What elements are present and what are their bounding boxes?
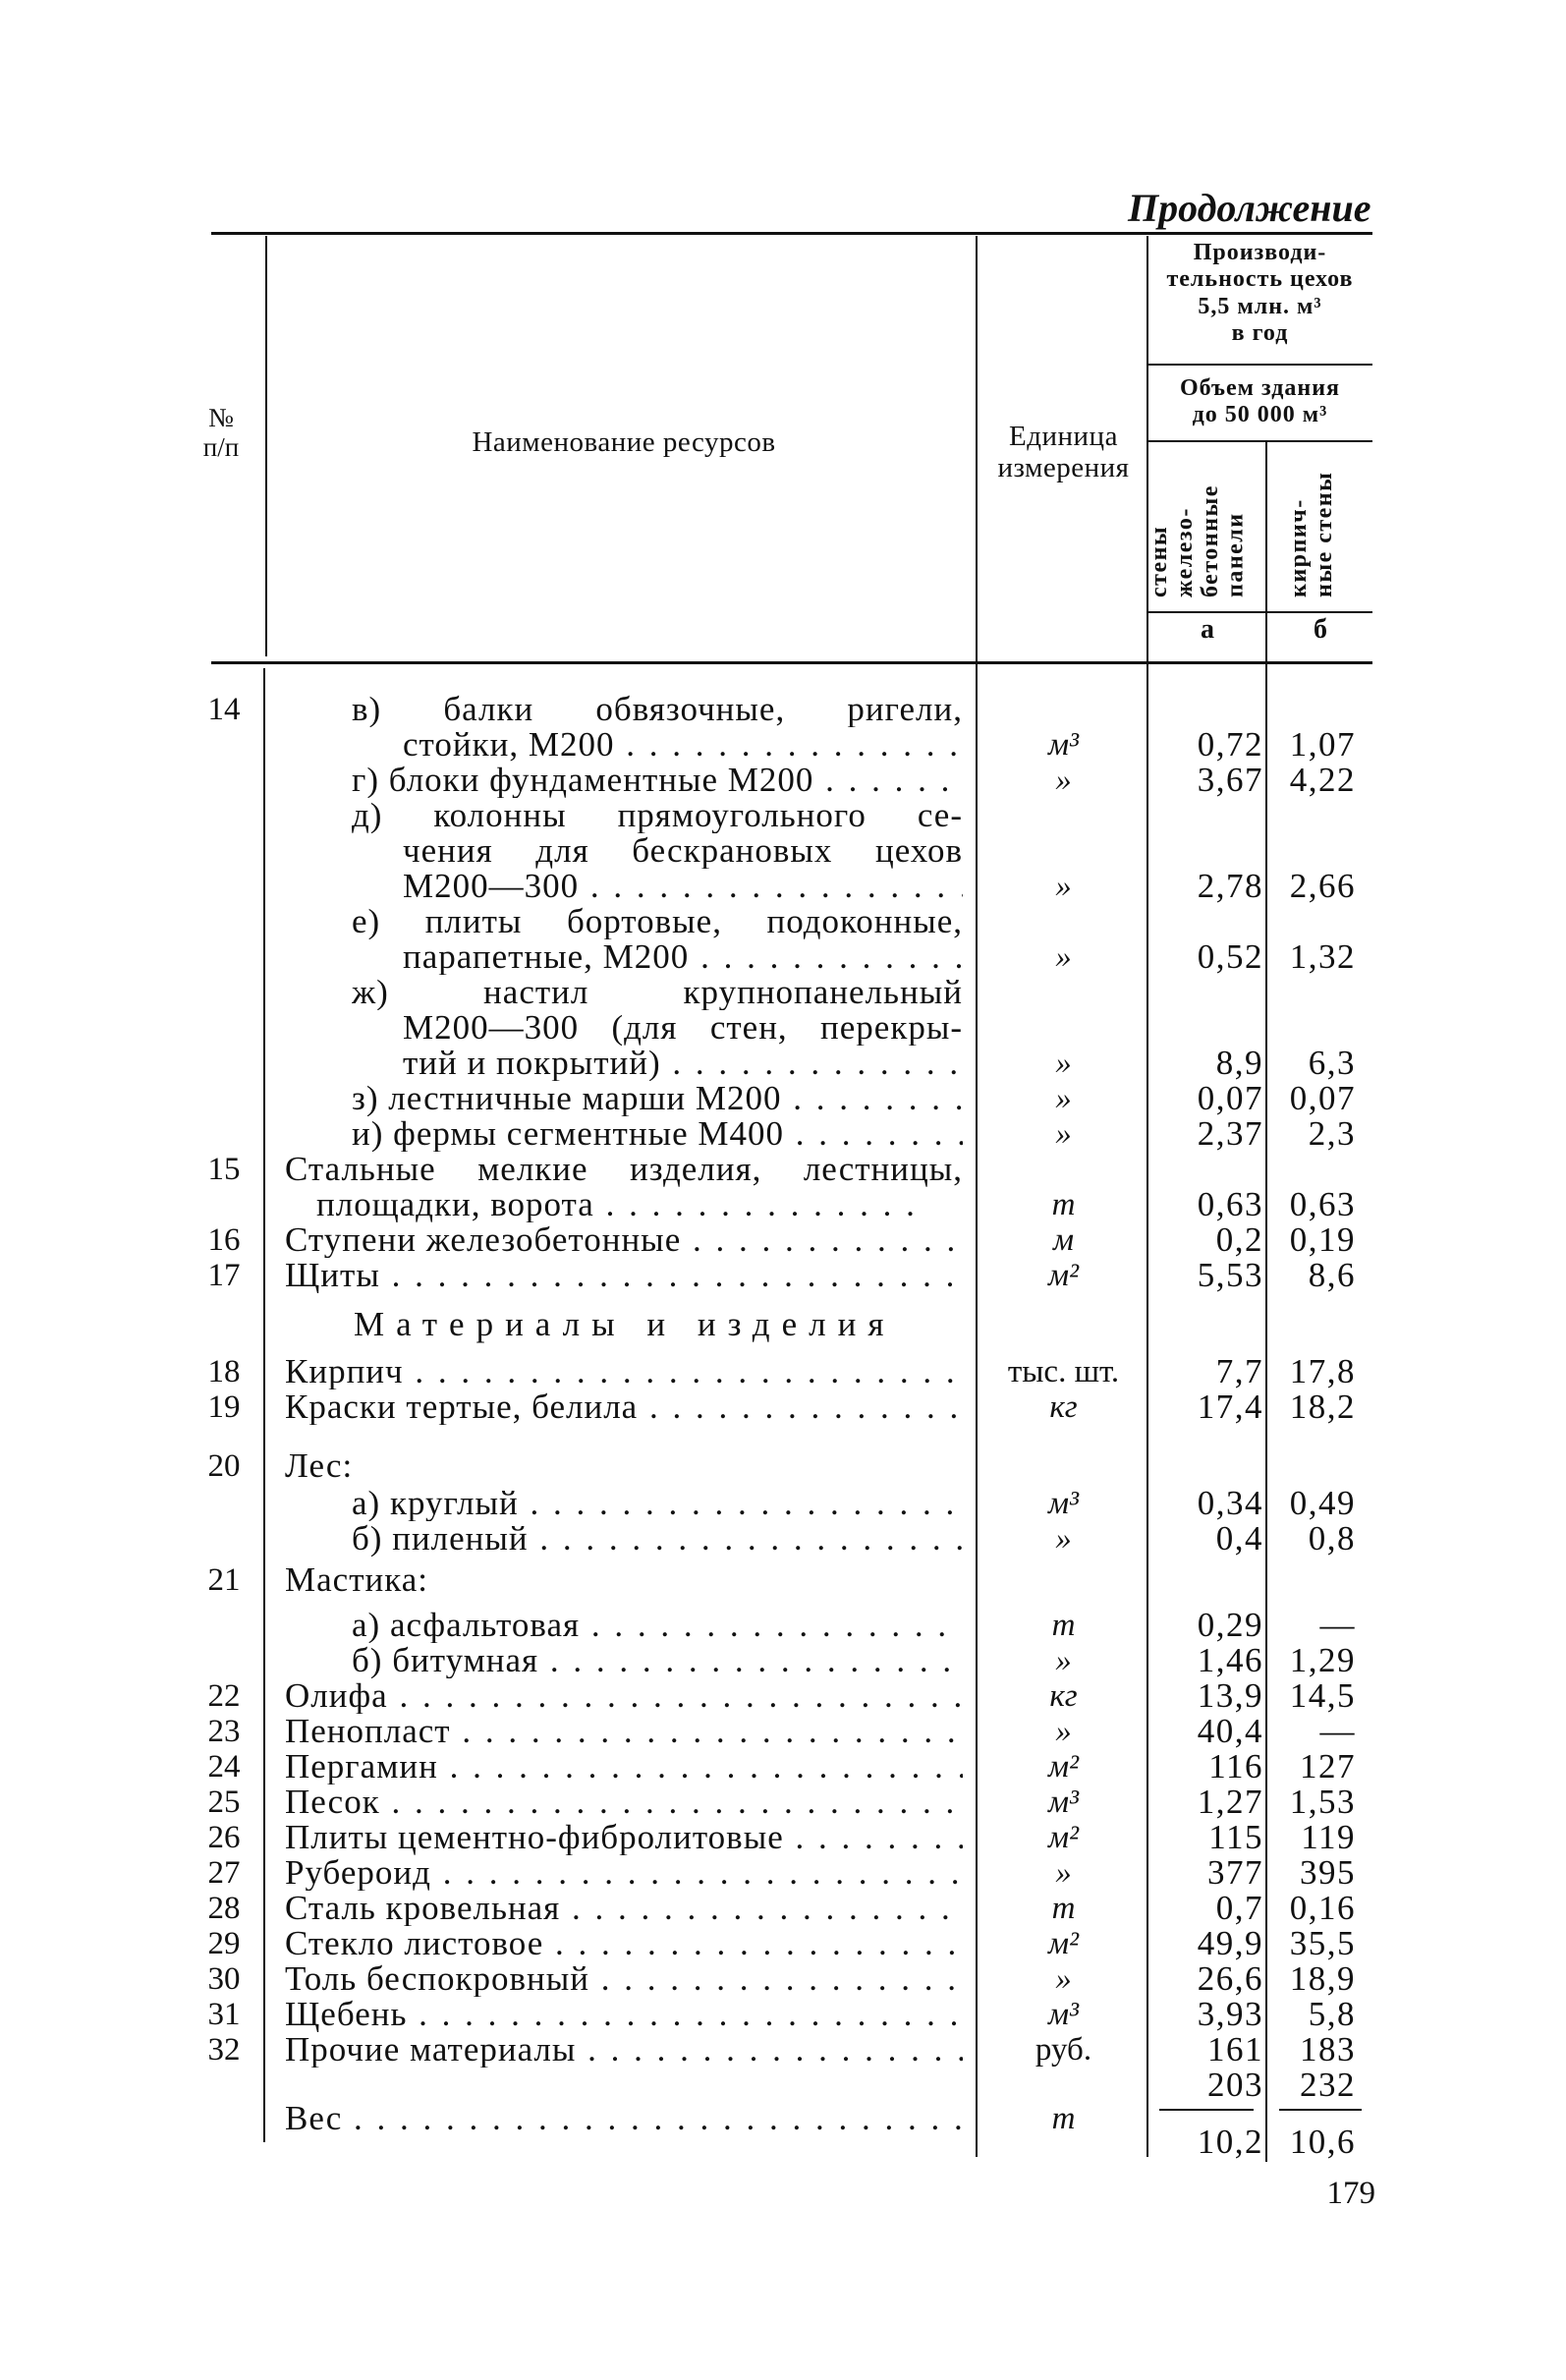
header-building-volume: Объем здания до 50 000 м³ (1179, 375, 1341, 428)
row-number: 29 (207, 1926, 241, 1961)
row-number: 21 (207, 1562, 241, 1598)
row-name: Вес . . . (285, 2101, 963, 2136)
row-number: 22 (207, 1678, 241, 1714)
row-unit: т (1051, 1891, 1076, 1926)
row-value-a: 115 (1208, 1818, 1263, 1856)
row-value-a: 0,52 (1197, 937, 1263, 976)
row-unit: » (1055, 1643, 1072, 1678)
row-value-b: — (1319, 1606, 1356, 1644)
row-value-b: 1,07 (1289, 725, 1356, 764)
productivity-rule (1147, 364, 1372, 366)
row-name: Прочие материалы . . . (285, 2032, 963, 2068)
row-value-b: 35,5 (1289, 1924, 1356, 1962)
row-value-b: 4,22 (1289, 761, 1356, 799)
row-value-b: 18,9 (1289, 1959, 1356, 1998)
table-row (0, 763, 1566, 798)
row-name: а) асфальтовая . . . (352, 1608, 963, 1643)
row-value-b: 395 (1300, 1853, 1356, 1892)
table-row (0, 1187, 1566, 1222)
section-heading: Материалы и изделия (354, 1305, 896, 1343)
table-row (0, 1749, 1566, 1785)
row-value-a: 0,29 (1197, 1606, 1263, 1644)
row-name: М200—300 (для стен, перекры- (403, 1010, 963, 1046)
row-name: Сталь кровельная . . . (285, 1891, 963, 1926)
row-name: Пергамин . . . (285, 1749, 963, 1785)
row-value-a: 2,37 (1197, 1114, 1263, 1153)
row-value-b: 2,3 (1308, 1114, 1356, 1153)
row-value-b: 1,32 (1289, 937, 1356, 976)
row-name: чения для бескрановых цехов (403, 833, 963, 869)
row-unit: » (1055, 1521, 1072, 1557)
page-number: 179 (1326, 2176, 1375, 2211)
row-value-b: 2,66 (1289, 867, 1356, 905)
header-col-a-title: стены железо- бетонные панели (1147, 484, 1249, 597)
row-name: Пенопласт . . . (285, 1714, 963, 1749)
row-value-b: 8,6 (1308, 1256, 1356, 1294)
row-unit: т (1051, 1187, 1076, 1222)
table-row (0, 1521, 1566, 1557)
row-unit: кг (1049, 1389, 1078, 1425)
row-value-a: 7,7 (1215, 1352, 1263, 1390)
row-number: 32 (207, 2032, 241, 2068)
row-name: з) лестничные марши М200 . . . (352, 1081, 963, 1116)
row-unit: » (1055, 1081, 1072, 1116)
row-name: Ступени железобетонные . . . (285, 1222, 963, 1258)
row-name: Лес: (285, 1448, 354, 1484)
row-value-a: 0,4 (1215, 1519, 1263, 1558)
row-unit: м³ (1048, 1997, 1079, 2032)
row-name: Стекло листовое . . . (285, 1926, 963, 1961)
row-unit: » (1055, 1714, 1072, 1749)
row-name: Щебень . . . (285, 1997, 963, 2032)
row-name: а) круглый . . . (352, 1486, 963, 1521)
row-number: 31 (207, 1997, 241, 2032)
row-number: 25 (207, 1785, 241, 1820)
row-unit: м² (1048, 1820, 1079, 1855)
table-row (0, 1258, 1566, 1293)
table-row (0, 1354, 1566, 1389)
row-value-b: 119 (1301, 1818, 1356, 1856)
row-value-a: 1,46 (1197, 1641, 1263, 1679)
row-value-b: 183 (1300, 2030, 1356, 2068)
table-row (0, 1010, 1566, 1046)
letters-rule (1147, 611, 1372, 613)
row-value-b: 14,5 (1289, 1676, 1356, 1715)
table-row (0, 1926, 1566, 1961)
row-name: б) битумная . . . (352, 1643, 963, 1678)
row-number: 16 (207, 1222, 241, 1258)
row-value-a: 0,63 (1197, 1185, 1263, 1223)
volume-rule (1147, 440, 1372, 442)
table-row (0, 1608, 1566, 1643)
row-name: б) пиленый . . . (352, 1521, 963, 1557)
table-row (0, 1562, 1566, 1598)
row-value-a: 8,9 (1215, 1044, 1263, 1082)
row-value-a: 17,4 (1197, 1388, 1263, 1426)
row-unit: м³ (1048, 727, 1079, 763)
row-name: Олифа . . . (285, 1678, 963, 1714)
row-value-a: 26,6 (1197, 1959, 1263, 1998)
row-value-a: 161 (1207, 2030, 1263, 2068)
row-unit: тыс. шт. (1007, 1354, 1120, 1389)
row-value-b: 18,2 (1289, 1388, 1356, 1426)
row-number: 20 (207, 1448, 241, 1484)
row-name: ж) настил крупнопанельный (352, 975, 963, 1010)
row-value-b: 1,29 (1289, 1641, 1356, 1679)
table-top-rule (211, 232, 1372, 235)
section-heading-row (0, 1307, 1566, 1342)
row-name: д) колонны прямоугольного се- (352, 798, 963, 833)
row-unit: м² (1048, 1258, 1079, 1293)
row-name: Песок . . . (285, 1785, 963, 1820)
header-name: Наименование ресурсов (472, 426, 776, 458)
row-unit: м² (1048, 1926, 1079, 1961)
row-value-b: 0,8 (1308, 1519, 1356, 1558)
row-number: 23 (207, 1714, 241, 1749)
row-unit: руб. (1035, 2032, 1092, 2068)
row-value-b: 0,19 (1289, 1220, 1356, 1259)
row-value-a: 5,53 (1197, 1256, 1263, 1294)
table-row (0, 2125, 1566, 2160)
row-unit: м³ (1048, 1486, 1079, 1521)
header-col-b-title: кирпич- ные стены (1286, 471, 1337, 597)
row-value-a: 0,2 (1215, 1220, 1263, 1259)
row-name: М200—300 . . . (403, 869, 963, 904)
row-number: 28 (207, 1891, 241, 1926)
num-column-rule (265, 236, 267, 656)
row-value-a: 3,67 (1197, 761, 1263, 799)
row-unit: » (1055, 1855, 1072, 1891)
row-value-b: 6,3 (1308, 1044, 1356, 1082)
row-name: Краски тертые, белила . . . (285, 1389, 963, 1425)
row-value-b: — (1319, 1712, 1356, 1750)
row-number: 30 (207, 1961, 241, 1997)
total-cost-b: 232 (1300, 2066, 1356, 2104)
row-number: 18 (207, 1354, 241, 1389)
row-name: Кирпич . . . (285, 1354, 963, 1389)
row-name: площадки, ворота . . . (316, 1187, 927, 1222)
table-row (0, 939, 1566, 975)
table-row (0, 1678, 1566, 1714)
table-row (0, 975, 1566, 1010)
table-row (0, 869, 1566, 904)
row-value-a: 0,34 (1197, 1484, 1263, 1522)
weight-a: 10,2 (1197, 2123, 1263, 2161)
table-row (0, 1855, 1566, 1891)
row-value-a: 0,07 (1197, 1079, 1263, 1117)
row-value-b: 0,49 (1289, 1484, 1356, 1522)
row-unit: » (1055, 1046, 1072, 1081)
header-productivity: Производи- тельность цехов 5,5 млн. м³ в год (1166, 240, 1354, 347)
total-cost-a: 203 (1207, 2066, 1263, 2104)
table-row (0, 1643, 1566, 1678)
header-unit: Единица измерения (997, 421, 1130, 484)
table-row (0, 1785, 1566, 1820)
row-value-a: 49,9 (1197, 1924, 1263, 1962)
table-row (0, 1820, 1566, 1855)
row-unit: » (1055, 869, 1072, 904)
row-number: 15 (207, 1152, 241, 1187)
row-value-a: 0,72 (1197, 725, 1263, 764)
row-name: е) плиты бортовые, подоконные, (352, 904, 963, 939)
row-value-b: 0,16 (1289, 1889, 1356, 1927)
table-row (0, 1891, 1566, 1926)
row-name: Мастика: (285, 1562, 428, 1598)
table-row (0, 692, 1566, 727)
table-row (0, 1389, 1566, 1425)
table-row (0, 798, 1566, 833)
header-bottom-rule (211, 661, 1372, 664)
table-row (0, 904, 1566, 939)
row-unit: м (1052, 1222, 1075, 1258)
row-value-a: 13,9 (1197, 1676, 1263, 1715)
row-unit: т (1051, 2101, 1076, 2136)
table-row (0, 1081, 1566, 1116)
row-name: в) балки обвязочные, ригели, (352, 692, 963, 727)
row-name: Стальные мелкие изделия, лестницы, (285, 1152, 963, 1187)
row-number: 24 (207, 1749, 241, 1785)
row-name: тий и покрытий) . . . (403, 1046, 963, 1081)
header-col-a-letter: а (1201, 614, 1214, 645)
row-name: Щиты . . . (285, 1258, 963, 1293)
row-value-b: 0,63 (1289, 1185, 1356, 1223)
row-unit: » (1055, 1116, 1072, 1152)
row-number: 27 (207, 1855, 241, 1891)
table-row (0, 1448, 1566, 1484)
row-unit: м² (1048, 1749, 1079, 1785)
table-row (0, 1222, 1566, 1258)
header-col-b-letter: б (1314, 614, 1327, 645)
row-value-b: 127 (1300, 1747, 1356, 1785)
row-value-b: 0,07 (1289, 1079, 1356, 1117)
table-row (0, 833, 1566, 869)
table-row (0, 1116, 1566, 1152)
row-name: Рубероид . . . (285, 1855, 963, 1891)
table-row (0, 727, 1566, 763)
row-name: парапетные, М200 . . . (403, 939, 963, 975)
row-number: 19 (207, 1389, 241, 1425)
table-row (0, 2068, 1566, 2103)
row-value-a: 40,4 (1197, 1712, 1263, 1750)
row-value-a: 116 (1208, 1747, 1263, 1785)
row-name: г) блоки фундаментные М200 . . . (352, 763, 963, 798)
table-row (0, 1046, 1566, 1081)
row-name: и) фермы сегментные М400 . . . (352, 1116, 963, 1152)
weight-b: 10,6 (1289, 2123, 1356, 2161)
header-number: № п/п (202, 403, 240, 463)
row-number: 14 (207, 692, 241, 727)
row-unit: » (1055, 763, 1072, 798)
table-row (0, 2032, 1566, 2068)
row-value-a: 1,27 (1197, 1783, 1263, 1821)
table-row (0, 1714, 1566, 1749)
table-row (0, 1486, 1566, 1521)
table-row (0, 1997, 1566, 2032)
row-unit: т (1051, 1608, 1076, 1643)
row-number: 26 (207, 1820, 241, 1855)
row-unit: кг (1049, 1678, 1078, 1714)
table-row (0, 1961, 1566, 1997)
row-value-b: 17,8 (1289, 1352, 1356, 1390)
row-value-b: 1,53 (1289, 1783, 1356, 1821)
row-value-a: 0,7 (1215, 1889, 1263, 1927)
continuation-label: Продолжение (1128, 186, 1371, 230)
row-unit: » (1055, 1961, 1072, 1997)
row-name: Плиты цементно-фибролитовые . . . (285, 1820, 963, 1855)
row-name: стойки, М200 . . . (403, 727, 963, 763)
row-value-b: 5,8 (1308, 1995, 1356, 2033)
row-number: 17 (207, 1258, 241, 1293)
row-value-a: 3,93 (1197, 1995, 1263, 2033)
table-row (0, 1152, 1566, 1187)
row-unit: » (1055, 939, 1072, 975)
row-value-a: 2,78 (1197, 867, 1263, 905)
row-unit: м³ (1048, 1785, 1079, 1820)
row-value-a: 377 (1207, 1853, 1263, 1892)
row-name: Толь беспокровный . . . (285, 1961, 963, 1997)
